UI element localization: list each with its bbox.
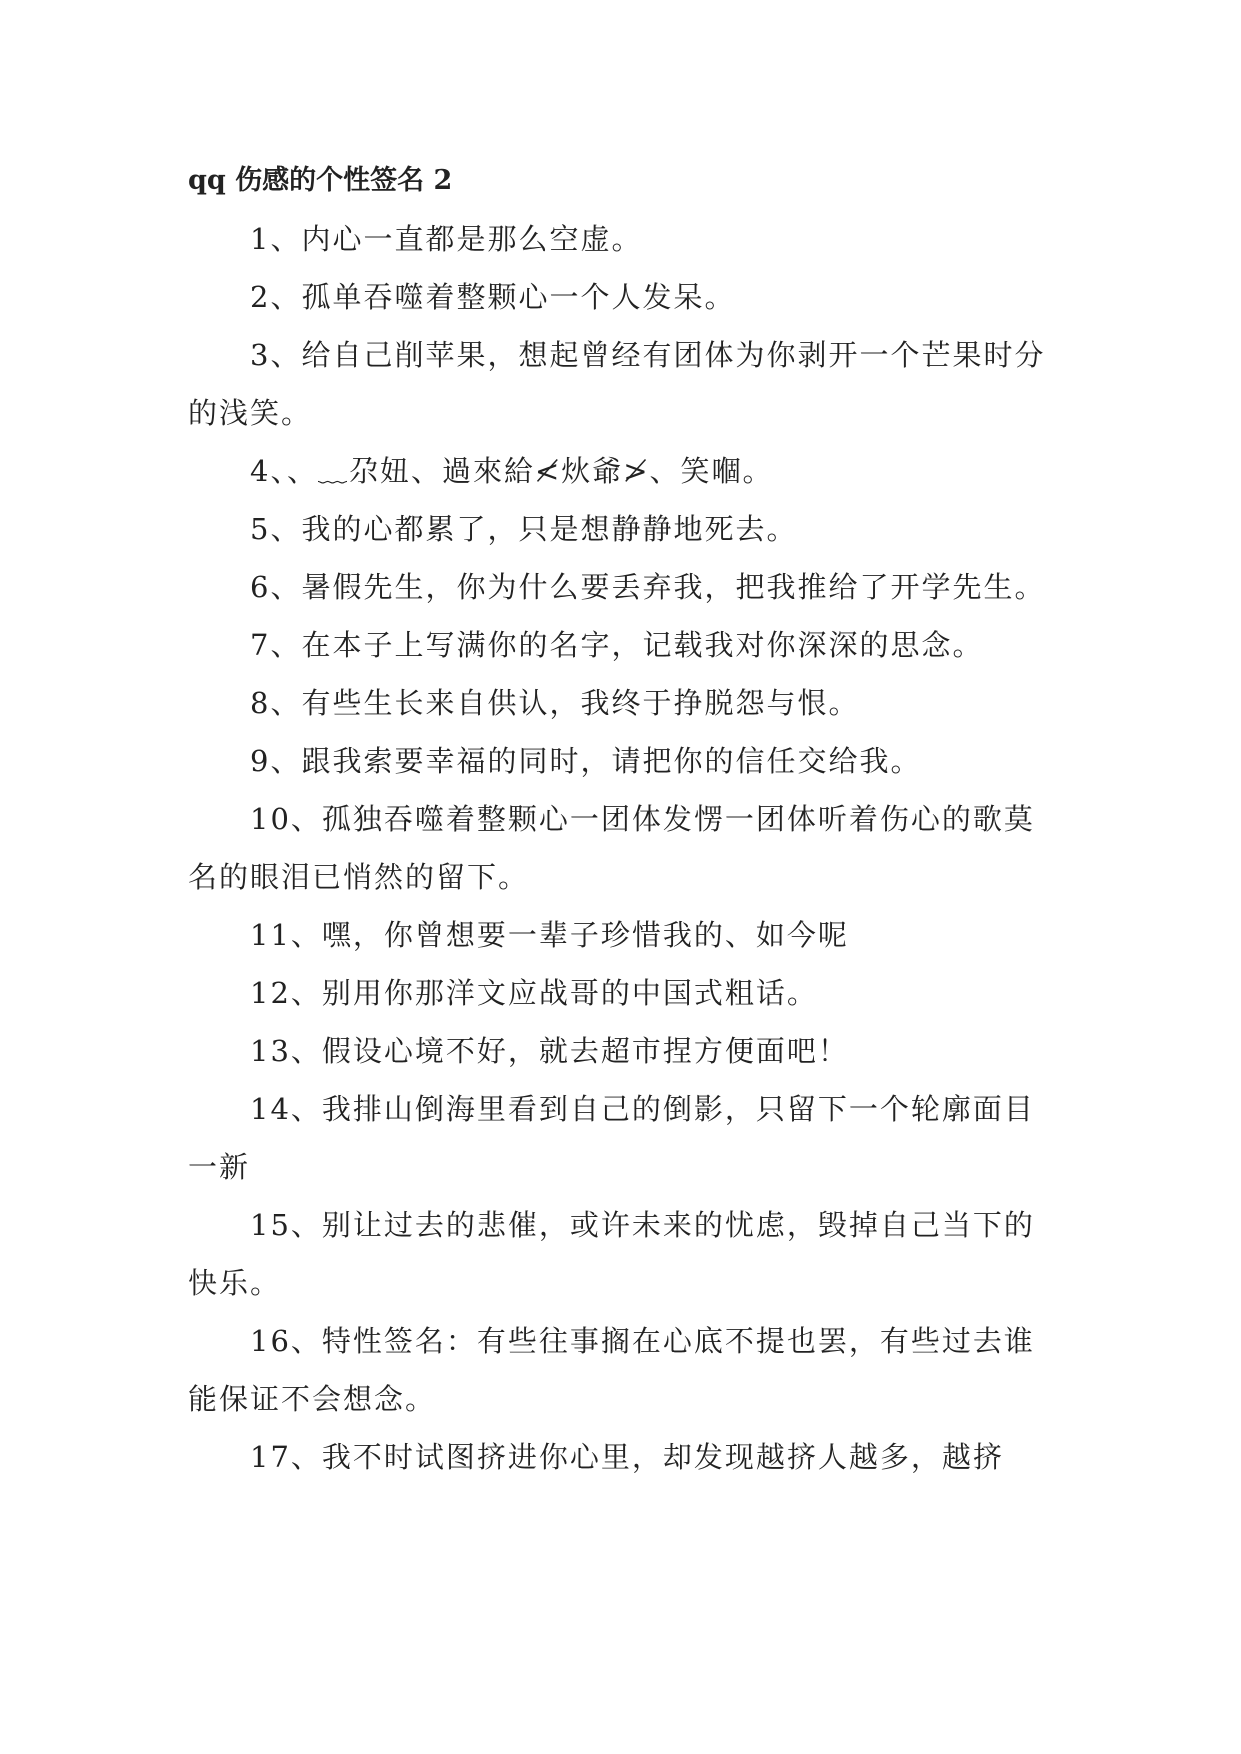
list-item: 6、暑假先生，你为什么要丢弃我，把我推给了开学先生。 <box>250 570 1046 604</box>
document-page <box>188 152 1050 1486</box>
list-item: 11、嘿，你曾想要一辈子珍惜我的、如今呢 <box>250 918 849 952</box>
list-item: 9、跟我索要幸福的同时，请把你的信任交给我。 <box>250 744 922 778</box>
list-item: 16、特性签名：有些往事搁在心底不提也罢，有些过去谁能保证不会想念。 <box>188 1324 1035 1416</box>
list-item: 4、、﹏尕妞、過來給≮炏爺≯、笑嗰。 <box>250 454 774 488</box>
list-item: 12、别用你那洋文应战哥的中国式粗话。 <box>250 976 818 1010</box>
list-item: 15、别让过去的悲催，或许未来的忧虑，毁掉自己当下的快乐。 <box>188 1208 1035 1300</box>
list-item: 13、假设心境不好，就去超市捏方便面吧！ <box>250 1034 849 1068</box>
list-item: 14、我排山倒海里看到自己的倒影，只留下一个轮廓面目一新 <box>188 1092 1035 1184</box>
list-item: 2、孤单吞噬着整颗心一个人发呆。 <box>250 280 736 314</box>
list-item: 8、有些生长来自供认，我终于挣脱怨与恨。 <box>250 686 860 720</box>
list-item: 10、孤独吞噬着整颗心一团体发愣一团体听着伤心的歌莫名的眼泪已悄然的留下。 <box>188 802 1035 894</box>
list-item: 5、我的心都累了，只是想静静地死去。 <box>250 512 798 546</box>
list-item: 3、给自己削苹果，想起曾经有团体为你剥开一个芒果时分的浅笑。 <box>188 338 1046 430</box>
signature-list <box>188 210 1050 1486</box>
document-title: qq 伤感的个性签名 2 <box>188 165 453 196</box>
list-item: 1、内心一直都是那么空虚。 <box>250 222 643 256</box>
list-item: 7、在本子上写满你的名字，记载我对你深深的思念。 <box>250 628 984 662</box>
list-item: 17、我不时试图挤进你心里，却发现越挤人越多，越挤 <box>250 1440 1004 1474</box>
